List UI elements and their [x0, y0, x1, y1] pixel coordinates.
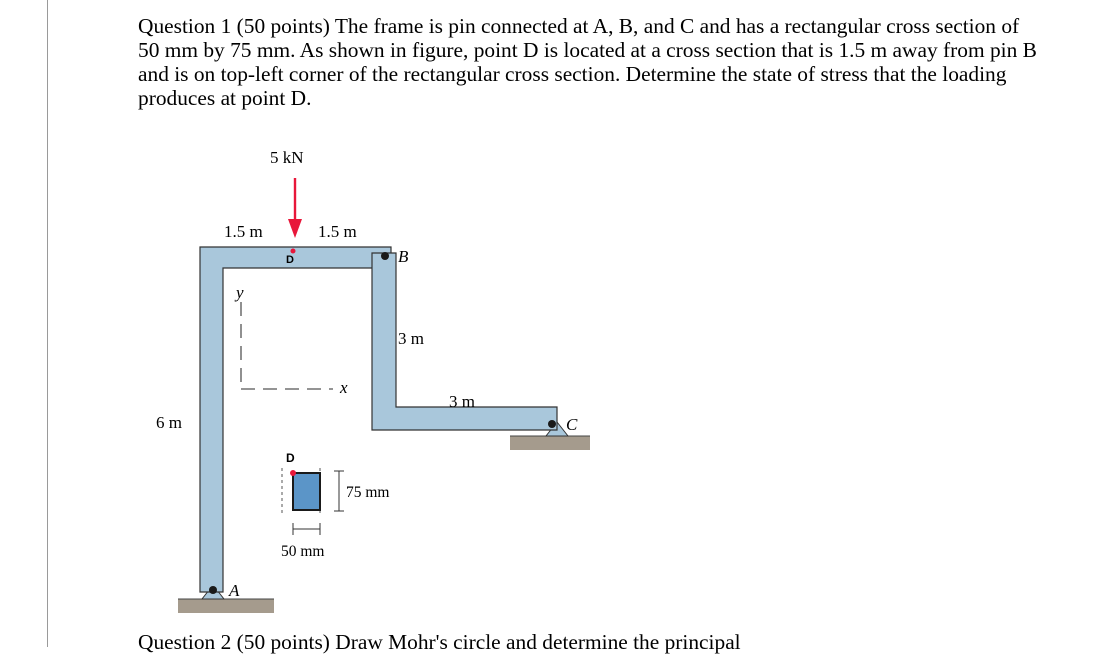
dim-left-top-label: 1.5 m — [224, 222, 263, 241]
section-point-d-label: D — [286, 451, 295, 465]
dim-6m-label: 6 m — [156, 413, 182, 432]
dim-right-top-label: 1.5 m — [318, 222, 357, 241]
axis-y-label: y — [236, 283, 244, 302]
point-d-label: D — [286, 254, 294, 266]
question-1-text: Question 1 (50 points) The frame is pin connected at A, B, and C and has a rectangular cross section of 50 mm by 75 mm. As shown in figure, point D is located at a cross section that is 1.5 m away from pin B and is on top-left corner of the rectangular cross section. Determine the state of stress that the loading produces at point D. — [138, 14, 1037, 110]
load-label: 5 kN — [270, 148, 304, 167]
load-arrow-head — [288, 219, 302, 238]
pin-b — [381, 252, 389, 260]
cross-section-rect — [293, 473, 320, 510]
dim-3m-vertical-label: 3 m — [398, 329, 424, 348]
ground-c — [510, 436, 590, 450]
point-d-dot — [291, 249, 296, 254]
section-width-label: 50 mm — [281, 543, 325, 560]
question-2-text: Question 2 (50 points) Draw Mohr's circle and determine the principal — [138, 630, 741, 654]
pin-c-label: C — [566, 415, 578, 434]
dim-3m-horizontal-label: 3 m — [449, 392, 475, 411]
ground-a — [178, 599, 274, 613]
section-point-d-dot — [290, 470, 296, 476]
pin-c — [548, 420, 556, 428]
section-height-label: 75 mm — [346, 484, 390, 501]
pin-a-label: A — [229, 581, 240, 600]
pin-b-label: B — [398, 247, 409, 266]
left-frame-member — [200, 247, 391, 592]
axis-x-label: x — [340, 378, 348, 397]
pin-a — [209, 586, 217, 594]
